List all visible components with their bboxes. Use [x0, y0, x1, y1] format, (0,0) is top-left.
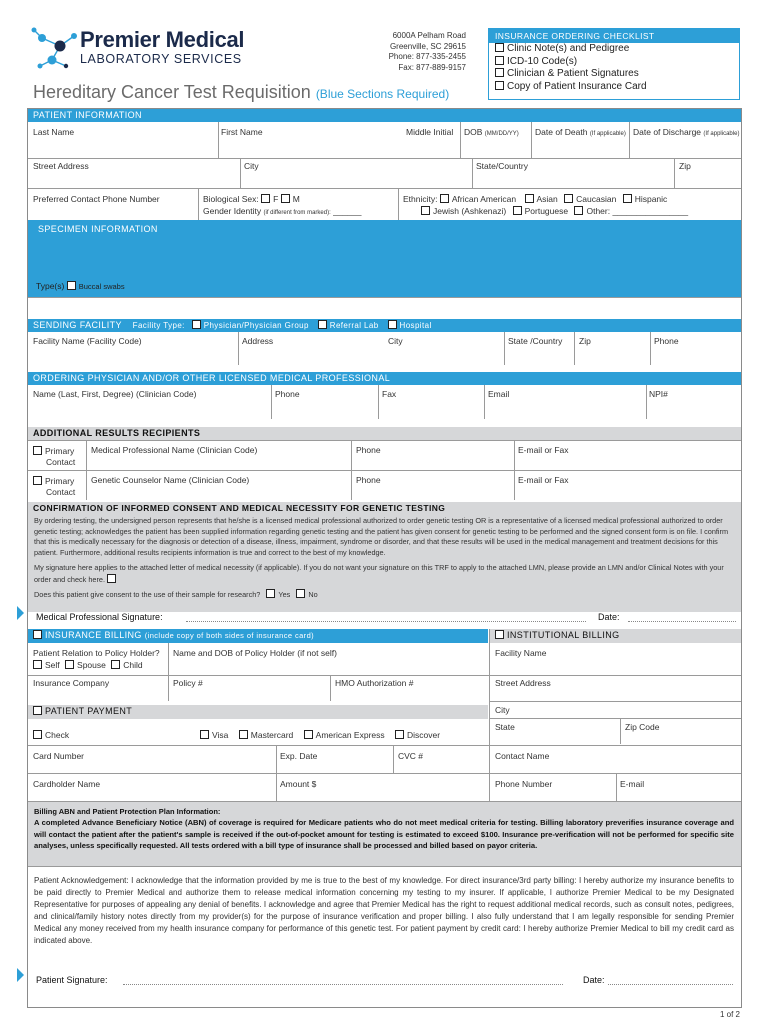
patient-acknowledgement: Patient Acknowledgement: I acknowledge that the information provided by me is true to the best of my knowledge. For direct insurance/3rd party billing: I hereby authorize my insurance benefits to be paid directly to Premier Medical and authorize them to release medical information concerning my testing to my insurer. If applicable, I authorize Premier Medical to be my Designated Representative for purposes of appealing any denial of benefits. I acknowledge and agree that Premier Medical has the right to request additional medical records, such as consult notes, pedigrees, and clinical/family history notes directly from my provider(s) for the purpose of insurance verification and proper billing. I also fully understand that I am legally responsible for sending Premier Medical any money received from my health insurance company for performance of this genetic test. For patient payment by credit card: I hereby authorize Premier Medical to bill my credit card as indicated above. [34, 876, 734, 945]
sex-m-label: M [292, 194, 300, 204]
last-name-field[interactable]: Last Name [33, 127, 75, 137]
sex-f-label: F [273, 194, 279, 204]
checklist-label: ICD-10 Code(s) [507, 55, 578, 67]
contact-phone-field[interactable]: Preferred Contact Phone Number [33, 194, 160, 204]
checkbox[interactable] [495, 68, 504, 77]
research-consent-row [34, 589, 734, 601]
consent-paragraph-1: By ordering testing, the undersigned person represents that he/she is a licensed medical professional authorized to order genetic testing OR is a representative of a licensed medical professional authorized to order genetic testing; acknowledges the patient has been supplied information regarding genetic testing and the patient has given consent for genetic testing to be performed and the signed consent form is on file. I confirm that this is medically necessary for the diagnosis or detection of a disease, illness, impairment, syndrome or disorder, and that these results will be used in the medical management and treatment decisions for this patient. Furthermore, additional results recipients information is true and correct to the best of my knowledge. [34, 516, 729, 557]
exp-date-field[interactable]: Exp. Date [280, 751, 318, 761]
dodis-label: Date of Discharge [633, 127, 702, 137]
consent-paragraph-2 [34, 563, 734, 585]
consent-lmn-text: My signature here applies to the attached letter of medical necessity (if applicable). If you do not want your signature on this TRF to apply to the attached LMN, please provide an LMN and/or Clinical Notes with your order and check here. [34, 563, 724, 584]
eth-jewish-label: Jewish (Ashkenazi) [433, 206, 507, 216]
street-address-field[interactable]: Street Address [33, 161, 89, 171]
relation-options [33, 660, 143, 670]
checklist-item [489, 68, 739, 81]
dod-label: Date of Death [535, 127, 588, 137]
dob-label: DOB [464, 127, 483, 137]
facility-address-field[interactable]: Address [242, 336, 274, 346]
research-yes-checkbox[interactable] [266, 589, 275, 598]
relation-spouse-label: Spouse [77, 660, 106, 670]
amount-field[interactable]: Amount $ [280, 779, 317, 789]
inst-phone-field[interactable]: Phone Number [495, 779, 553, 789]
relation-label: Patient Relation to Policy Holder? [33, 648, 160, 658]
pay-check-label: Check [45, 730, 70, 740]
eth-portuguese-checkbox[interactable] [513, 206, 522, 215]
patient-payment-checkbox[interactable] [33, 706, 42, 715]
form-title-sub: (Blue Sections Required) [315, 87, 450, 101]
insurance-billing-heading [28, 629, 488, 643]
payment-title: PATIENT PAYMENT [45, 706, 133, 716]
recipient1-email-field[interactable]: E-mail or Fax [518, 445, 569, 455]
facility-hospital-label: Hospital [399, 321, 432, 330]
buccal-swab-checkbox[interactable] [67, 281, 76, 290]
checkbox[interactable] [495, 43, 504, 52]
payment-methods-row [33, 730, 69, 740]
additional-recipients-heading: ADDITIONAL RESULTS RECIPIENTS [28, 427, 741, 440]
address-line: Greenville, SC 29615 [389, 41, 466, 51]
facility-referral-label: Referral Lab [329, 321, 379, 330]
checkbox[interactable] [495, 81, 504, 90]
gender-identity-field[interactable]: Gender Identity (if different from marked): ______ [203, 206, 362, 216]
gender-label: Gender Identity [203, 206, 262, 216]
recipient2-email-field[interactable]: E-mail or Fax [518, 475, 569, 485]
primary-contact-2 [33, 476, 74, 486]
research-yes-label: Yes [278, 590, 291, 599]
patient-payment-heading [28, 705, 488, 719]
inst-email-field[interactable]: E-mail [620, 779, 645, 789]
relation-self-checkbox[interactable] [33, 660, 42, 669]
medical-signature-label: Medical Professional Signature: [36, 612, 163, 622]
sending-facility-heading [28, 319, 741, 332]
insurance-note: (include copy of both sides of insurance card) [144, 631, 315, 640]
biological-sex-row [203, 194, 300, 204]
inst-street-field[interactable]: Street Address [495, 678, 551, 688]
facility-physician-label: Physician/Physician Group [203, 321, 309, 330]
pay-discover-checkbox[interactable] [395, 730, 404, 739]
pay-check-checkbox[interactable] [33, 730, 42, 739]
pay-visa-checkbox[interactable] [200, 730, 209, 739]
pay-amex-label: American Express [315, 730, 385, 740]
page-number: 1 of 2 [719, 1010, 740, 1019]
research-no-checkbox[interactable] [296, 589, 305, 598]
inst-state-field[interactable]: State [495, 722, 515, 732]
facility-referral-checkbox[interactable] [318, 320, 327, 329]
eth-jewish-checkbox[interactable] [421, 206, 430, 215]
inst-city-field[interactable]: City [495, 705, 510, 715]
payment-cards-row [200, 730, 440, 740]
company-logo-icon [28, 22, 80, 74]
state-country-field[interactable]: State/Country [476, 161, 528, 171]
lmn-checkbox[interactable] [107, 574, 116, 583]
institutional-billing-heading [490, 629, 741, 643]
gender-note: (if different from marked): [263, 210, 331, 216]
specimen-type-row [36, 281, 125, 291]
research-no-label: No [308, 590, 318, 599]
ordering-physician-heading: ORDERING PHYSICIAN AND/OR OTHER LICENSED MEDICAL PROFESSIONAL [28, 372, 741, 385]
eth-other-label: Other: [586, 206, 611, 216]
checklist-item [489, 43, 739, 56]
middle-initial-field[interactable]: Middle Initial [406, 127, 454, 137]
specimen-section [28, 220, 741, 297]
facility-physician-checkbox[interactable] [192, 320, 201, 329]
inst-zip-field[interactable]: Zip Code [625, 722, 660, 732]
facility-state-field[interactable]: State /Country [508, 336, 563, 346]
insurance-checklist [488, 28, 740, 100]
patient-signature-label: Patient Signature: [36, 975, 108, 985]
facility-zip-field[interactable]: Zip [579, 336, 591, 346]
inst-facility-field[interactable]: Facility Name [495, 648, 547, 658]
checklist-item [489, 56, 739, 69]
date-of-discharge-field[interactable] [633, 127, 739, 137]
insurance-title: INSURANCE BILLING [45, 630, 142, 640]
primary-label: Primary [45, 476, 75, 486]
physician-fax-field[interactable]: Fax [382, 389, 397, 399]
dod-note: (If applicable) [589, 131, 626, 137]
checkbox[interactable] [495, 56, 504, 65]
signature-arrow-icon [17, 606, 24, 620]
eth-hispanic-checkbox[interactable] [623, 194, 632, 203]
pay-mastercard-checkbox[interactable] [239, 730, 248, 739]
cardholder-name-field[interactable]: Cardholder Name [33, 779, 101, 789]
checklist-label: Clinician & Patient Signatures [507, 68, 639, 79]
contact-label: Contact [46, 487, 76, 497]
dodis-note: (If applicable) [703, 131, 740, 137]
facility-type-label: Facility Type: [132, 321, 185, 330]
sending-title: SENDING FACILITY [33, 320, 122, 330]
facility-phone-field[interactable]: Phone [654, 336, 679, 346]
recipient1-phone-field[interactable]: Phone [356, 445, 381, 455]
logo-subname: LABORATORY SERVICES [80, 52, 242, 66]
pay-visa-label: Visa [212, 730, 229, 740]
recipient2-phone-field[interactable]: Phone [356, 475, 381, 485]
inst-contact-field[interactable]: Contact Name [495, 751, 550, 761]
institutional-billing-checkbox[interactable] [495, 630, 504, 639]
bio-sex-label: Biological Sex: [203, 194, 259, 204]
genetic-counselor-field[interactable]: Genetic Counselor Name (Clinician Code) [91, 475, 250, 485]
contact-label: Contact [46, 457, 76, 467]
medical-signature-line[interactable] [186, 621, 586, 622]
patient-date-label: Date: [583, 975, 605, 985]
checklist-heading: INSURANCE ORDERING CHECKLIST [489, 29, 739, 43]
primary-label: Primary [45, 446, 75, 456]
date-of-death-field[interactable] [535, 127, 626, 137]
sex-m-checkbox[interactable] [281, 194, 290, 203]
pay-amex-checkbox[interactable] [304, 730, 313, 739]
abn-text: A completed Advance Beneficiary Notice (ABN) of coverage is required for Medicare patients who do not meet medical criteria for testing. Billing laboratory preverifies insurance coverage and will contact the patient after the patient's sample is received if the out-of-pocket amount for testing is estimated to exceed $100. Insurance pre-verification will not be performed for specific site analyses, unless specifically requested. All tests ordered with a bill type of insurance shall be processed and billed based on payor criteria. [34, 818, 734, 850]
form-title-main: Hereditary Cancer Test Requisition [33, 82, 311, 102]
address-line: 6000A Pelham Road [392, 31, 466, 40]
ethnicity-row-2: Jewish (Ashkenazi) Portuguese Other: ________________ [421, 206, 688, 216]
facility-hospital-checkbox[interactable] [388, 320, 397, 329]
eth-hispanic-label: Hispanic [634, 194, 668, 204]
checklist-label: Clinic Note(s) and Pedigree [507, 43, 630, 54]
eth-asian-label: Asian [536, 194, 558, 204]
relation-self-label: Self [45, 660, 60, 670]
policy-number-field[interactable]: Policy # [173, 678, 203, 688]
eth-caucasian-label: Caucasian [576, 194, 617, 204]
primary-contact-1 [33, 446, 74, 456]
physician-npi-field[interactable]: NPI# [649, 389, 668, 399]
form-title [33, 82, 449, 103]
primary-contact-checkbox[interactable] [33, 446, 42, 455]
logo-name: Premier Medical [80, 27, 245, 52]
medical-date-label: Date: [598, 612, 620, 622]
cvc-field[interactable]: CVC # [398, 751, 424, 761]
physician-name-field[interactable]: Name (Last, First, Degree) (Clinician Code) [33, 389, 197, 399]
relation-child-checkbox[interactable] [111, 660, 120, 669]
patient-signature-line[interactable] [123, 984, 563, 985]
facility-city-field[interactable]: City [388, 336, 403, 346]
specimen-heading: SPECIMEN INFORMATION [38, 224, 158, 234]
city-field[interactable]: City [244, 161, 259, 171]
buccal-swab-label: Buccal swabs [78, 282, 125, 291]
ethnicity-label: Ethnicity: [403, 194, 438, 204]
eth-portuguese-label: Portuguese [524, 206, 569, 216]
checklist-item [489, 81, 739, 94]
eth-african-label: African American [451, 194, 517, 204]
policy-holder-field[interactable]: Name and DOB of Policy Holder (if not self) [173, 648, 337, 658]
physician-email-field[interactable]: Email [488, 389, 510, 399]
abn-title: Billing ABN and Patient Protection Plan Information: [34, 807, 221, 816]
eth-other-checkbox[interactable] [574, 206, 583, 215]
first-name-field[interactable]: First Name [221, 127, 263, 137]
relation-spouse-checkbox[interactable] [65, 660, 74, 669]
hmo-auth-field[interactable]: HMO Authorization # [335, 678, 414, 688]
physician-phone-field[interactable]: Phone [275, 389, 300, 399]
facility-name-field[interactable]: Facility Name (Facility Code) [33, 336, 142, 346]
address-phone: Phone: 877-335-2455 [388, 52, 466, 61]
institutional-title: INSTITUTIONAL BILLING [507, 630, 620, 640]
relation-child-label: Child [123, 660, 143, 670]
eth-african-checkbox[interactable] [440, 194, 449, 203]
consent-heading: CONFIRMATION OF INFORMED CONSENT AND MEDICAL NECESSITY FOR GENETIC TESTING [33, 503, 446, 513]
sex-f-checkbox[interactable] [261, 194, 270, 203]
patient-info-heading: PATIENT INFORMATION [28, 109, 741, 122]
address-fax: Fax: 877-889-9157 [398, 62, 466, 72]
card-number-field[interactable]: Card Number [33, 751, 85, 761]
signature-arrow-icon [17, 968, 24, 982]
checklist-label: Copy of Patient Insurance Card [507, 80, 647, 92]
pay-discover-label: Discover [407, 730, 441, 740]
medical-date-line[interactable] [628, 621, 736, 622]
ethnicity-row [403, 194, 667, 204]
eth-asian-checkbox[interactable] [525, 194, 534, 203]
primary-contact-checkbox[interactable] [33, 476, 42, 485]
dob-field[interactable] [464, 127, 519, 137]
research-question: Does this patient give consent to the use of their sample for research? [34, 590, 261, 599]
insurance-billing-checkbox[interactable] [33, 630, 42, 639]
pay-mastercard-label: Mastercard [250, 730, 294, 740]
eth-caucasian-checkbox[interactable] [564, 194, 573, 203]
lab-address [356, 31, 466, 73]
specimen-type-label: Type(s) [36, 281, 65, 291]
insurance-company-field[interactable]: Insurance Company [33, 678, 110, 688]
requisition-form [27, 108, 742, 1008]
medical-professional-field[interactable]: Medical Professional Name (Clinician Code) [91, 445, 258, 455]
dob-format: (MM/DD/YY) [484, 131, 519, 137]
zip-field[interactable]: Zip [679, 161, 691, 171]
patient-date-line[interactable] [608, 984, 733, 985]
